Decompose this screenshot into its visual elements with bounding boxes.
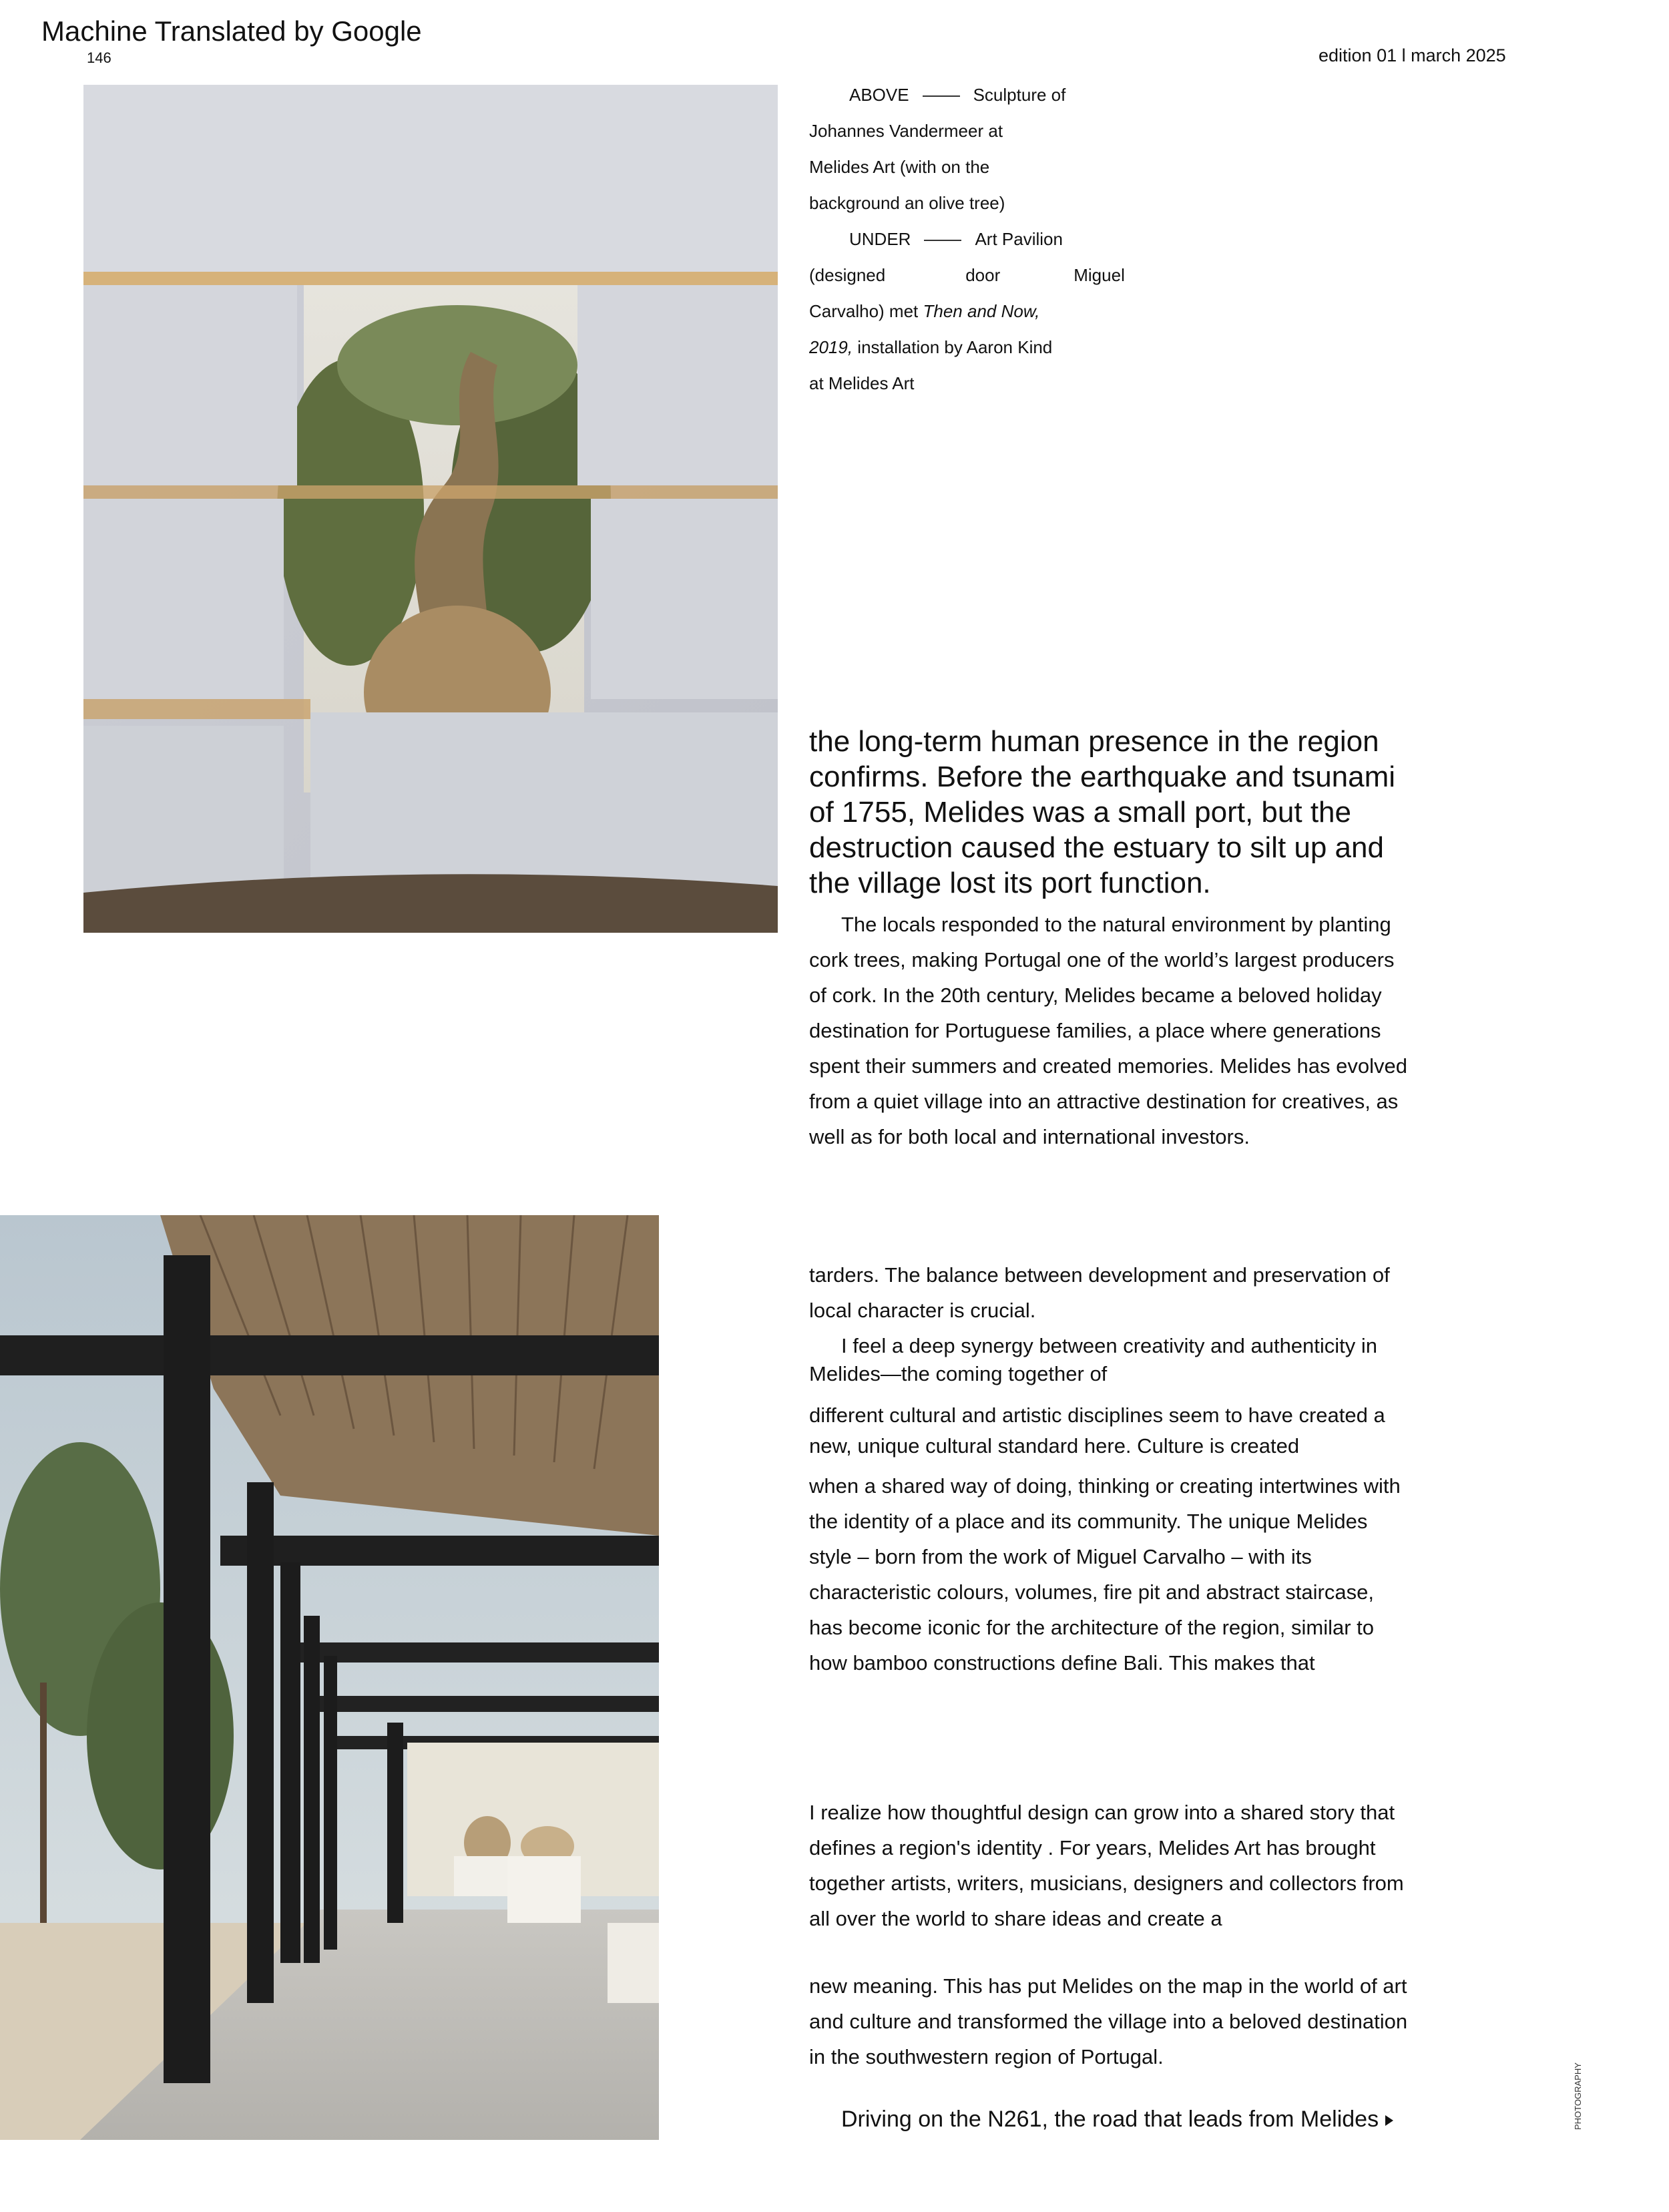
caption-under-label: UNDER	[849, 229, 911, 249]
caption-above-label: ABOVE	[849, 85, 909, 105]
page-number: 146	[87, 49, 111, 66]
body-paragraph-3: I realize how thoughtful design can grow into a shared story that defines a region's identity . For years, Melides Art has brought together artists, writers, musicians, designers and collectors from all over the world to share ideas and create a	[809, 1801, 1404, 1930]
continuation-text: Driving on the N261, the road that leads from Melides	[841, 2107, 1379, 2132]
continue-arrow-icon	[1385, 2115, 1393, 2126]
photo-credit: PHOTOGRAPHY	[1573, 2062, 1583, 2130]
caption-line: (designed	[809, 265, 886, 285]
paragraph-fragment: tarders. The balance between development and preservation of local character is crucial.	[809, 1263, 1390, 1322]
caption-line: Carvalho) met	[809, 301, 923, 321]
paragraph-fragment: when a shared way of doing, thinking or creating intertwines with the identity of a place and its community. The unique Melides style – born from the work of Miguel Carvalho – with its characteristic colours, volumes, fire pit and abstract staircase, has become iconic for the architecture of the region, similar to how bamboo constructions define Bali. This makes that	[809, 1474, 1401, 1675]
artwork-title: Then and Now,	[923, 301, 1040, 321]
caption-line: installation by Aaron Kind	[853, 337, 1053, 357]
photo-caption	[809, 77, 1156, 401]
pavilion-photo	[0, 1215, 659, 2140]
caption-line: door	[965, 265, 1001, 285]
caption-line: Johannes Vandermeer at	[809, 121, 1003, 141]
caption-line: background an olive tree)	[809, 193, 1005, 213]
caption-line: Melides Art (with on the	[809, 157, 990, 177]
continuation-line	[841, 2107, 1393, 2133]
caption-under-text: Art Pavilion	[975, 229, 1063, 249]
body-paragraph-4: new meaning. This has put Melides on the map in the world of art and culture and transformed the village into a beloved destination in the southwestern region of Portugal.	[809, 1974, 1408, 2068]
body-paragraph-2	[809, 1257, 1410, 1681]
edition-label: edition 01 l march 2025	[1319, 45, 1506, 65]
caption-dash	[923, 95, 960, 97]
paragraph-fragment: different cultural and artistic disciplines seem to have created a new, unique cultural standard here. Culture is created	[809, 1403, 1385, 1458]
sculpture-photo	[83, 85, 778, 933]
caption-line: Miguel	[1074, 265, 1125, 285]
artwork-year: 2019,	[809, 337, 853, 357]
caption-line: at Melides Art	[809, 373, 915, 393]
paragraph-fragment: I feel a deep synergy between creativity and authenticity in Melides—the coming together of	[809, 1334, 1378, 1385]
translation-note: Machine Translated by Google	[41, 15, 422, 47]
caption-above-text: Sculpture of	[973, 85, 1066, 105]
caption-dash	[924, 240, 961, 241]
lead-paragraph: the long-term human presence in the region confirms. Before the earthquake and tsunami of 1755, Melides was a small port, but the destruction caused the estuary to silt up and the village lost its port function.	[809, 725, 1396, 899]
body-paragraph-1: The locals responded to the natural environment by planting cork trees, making Portugal one of the world’s largest producers of cork. In the 20th century, Melides became a beloved holiday destination for Portuguese families, a place where generations spent their summers and created memories. Melides has evolved from a quiet village into an attractive destination for creatives, as well as for both local and international investors.	[809, 913, 1407, 1148]
